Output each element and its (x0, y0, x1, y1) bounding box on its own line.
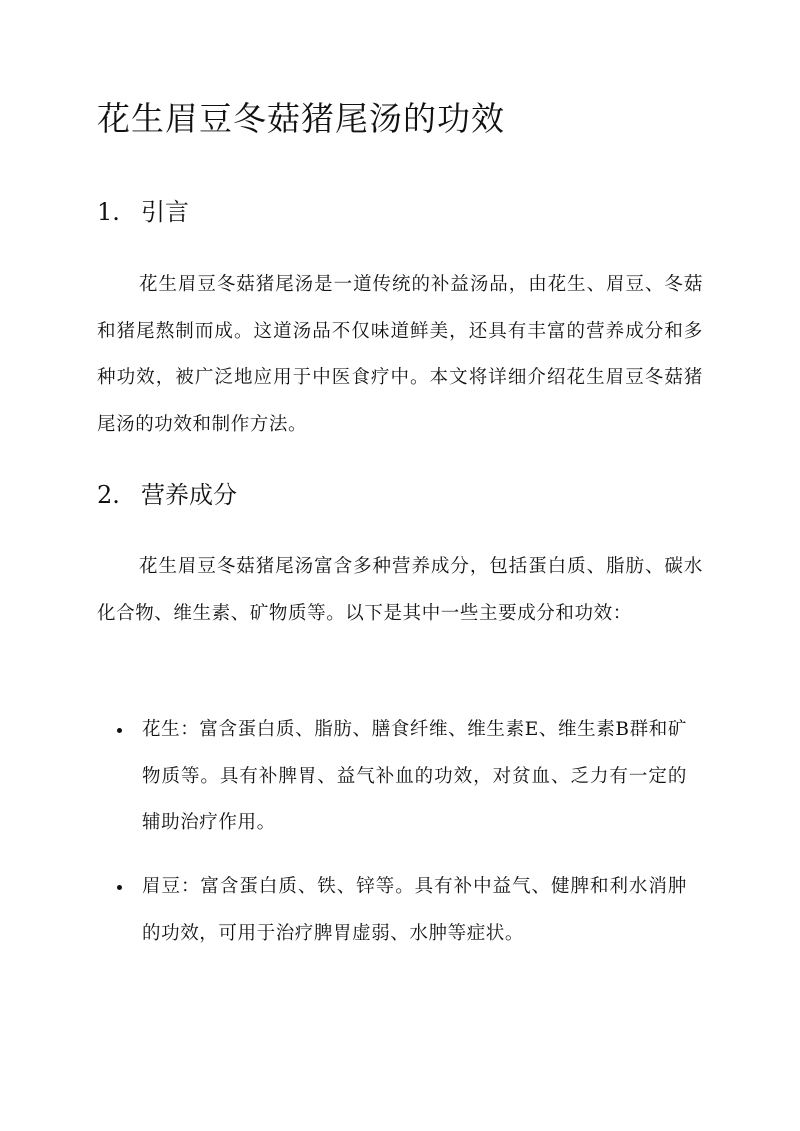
section-heading-nutrition (97, 479, 237, 511)
nutrition-bullet-list (97, 707, 703, 847)
section-number: 1. (97, 198, 120, 226)
section-title: 引言 (141, 198, 189, 226)
nutrition-paragraph: 花生眉豆冬菇猪尾汤富含多种营养成分，包括蛋白质、脂肪、碳水化合物、维生素、矿物质等。以下是其中一些主要成分和功效： (97, 556, 703, 624)
section-number: 2. (97, 481, 120, 509)
list-item-text: 花生：富含蛋白质、脂肪、膳食纤维、维生素E、维生素B群和矿物质等。具有补脾胃、益气补血的功效，对贫血、乏力有一定的辅助治疗作用。 (142, 719, 687, 833)
list-item-text: 眉豆：富含蛋白质、铁、锌等。具有补中益气、健脾和利水消肿的功效，可用于治疗脾胃虚弱、水肿等症状。 (142, 876, 687, 944)
section-heading-introduction (97, 196, 189, 228)
introduction-paragraph: 花生眉豆冬菇猪尾汤是一道传统的补益汤品，由花生、眉豆、冬菇和猪尾熬制而成。这道汤品不仅味道鲜美，还具有丰富的营养成分和多种功效，被广泛地应用于中医食疗中。本文将详细介绍花生眉豆冬菇猪尾汤的功效和制作方法。 (97, 274, 703, 435)
bullet-dot-icon (117, 728, 122, 733)
nutrition-bullet-list (97, 864, 703, 957)
list-item (97, 864, 687, 957)
list-item (97, 707, 687, 847)
section-title: 营养成分 (141, 481, 237, 509)
document-title: 花生眉豆冬菇猪尾汤的功效 (97, 99, 505, 138)
bullet-dot-icon (117, 885, 122, 890)
